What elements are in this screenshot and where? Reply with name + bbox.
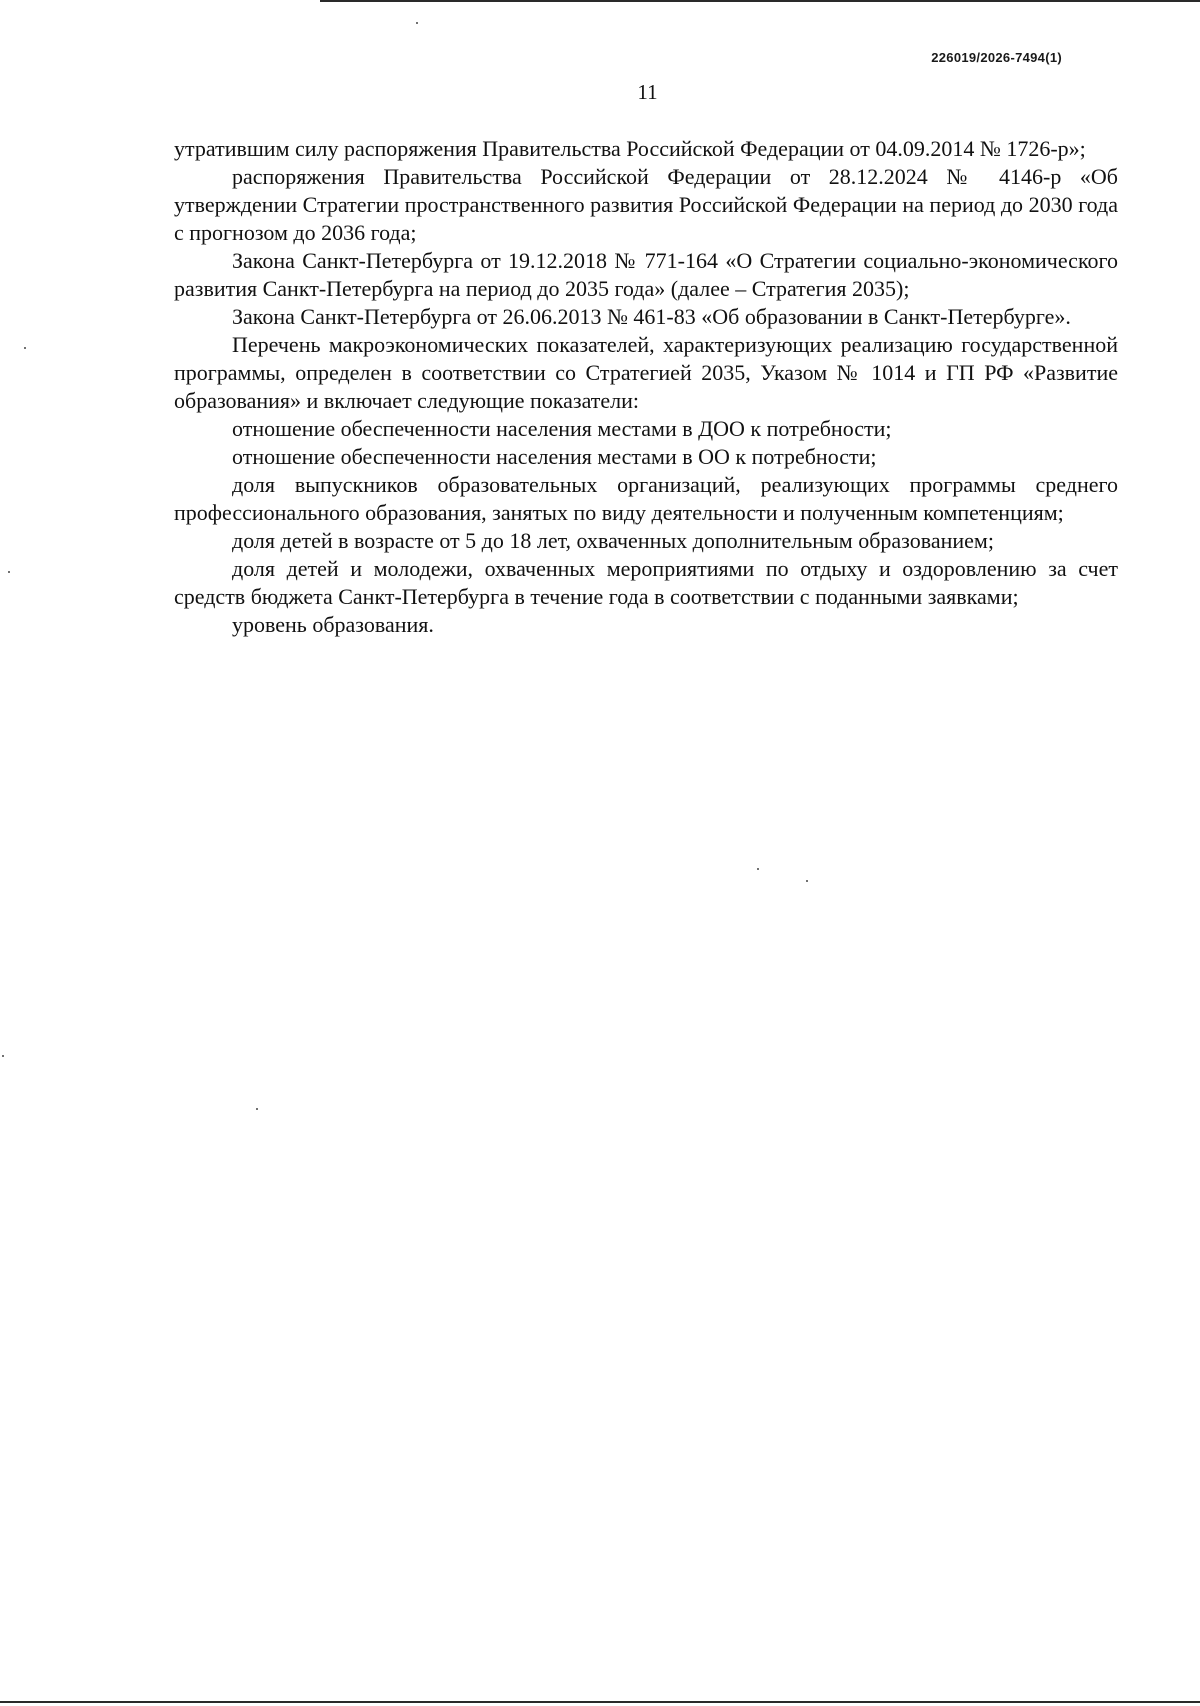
scan-speck <box>24 347 26 349</box>
indicator-item: отношение обеспеченности населения местами в ДОО к потребности; <box>232 416 892 441</box>
scan-bottom-edge <box>0 1701 1200 1703</box>
scan-top-edge <box>320 0 1200 2</box>
scan-speck <box>806 880 808 882</box>
indicator-item: доля детей в возрасте от 5 до 18 лет, охваченных дополнительным образованием; <box>232 528 994 553</box>
registration-number: 226019/2026-7494(1) <box>931 50 1062 65</box>
paragraph-decree-4146: распоряжения Правительства Российской Федерации от 28.12.2024 № 4146-р «Об утверждении Стратегии пространственного развития Российской Федерации на период до 2030 года с прогнозом до 2036 года; <box>174 164 1118 245</box>
scan-speck <box>757 868 759 870</box>
scan-speck <box>256 1108 258 1110</box>
paragraph-indicators-intro: Перечень макроэкономических показателей, характеризующих реализацию государственной программы, определен в соответствии со Стратегией 2035, Указом № 1014 и ГП РФ «Развитие образования» и включает следующие показатели: <box>174 332 1118 413</box>
page-number: 11 <box>637 80 658 104</box>
indicator-item: доля детей и молодежи, охваченных мероприятиями по отдыху и оздоровлению за счет средств бюджета Санкт-Петербурга в течение года в соответствии с поданными заявками; <box>174 556 1118 609</box>
indicator-item: отношение обеспеченности населения местами в ОО к потребности; <box>232 444 877 469</box>
paragraph-law-461: Закона Санкт-Петербурга от 26.06.2013 № 461-83 «Об образовании в Санкт-Петербурге». <box>232 304 1071 329</box>
scan-speck <box>416 22 418 24</box>
scan-speck <box>8 571 10 573</box>
scan-speck <box>2 1055 4 1057</box>
paragraph-law-771: Закона Санкт-Петербурга от 19.12.2018 № 771-164 «О Стратегии социально-экономического развития Санкт-Петербурга на период до 2035 года» (далее – Стратегия 2035); <box>174 248 1118 301</box>
indicator-item: уровень образования. <box>232 612 434 637</box>
indicator-item: доля выпускников образовательных организаций, реализующих программы среднего профессионального образования, занятых по виду деятельности и полученным компетенциям; <box>174 472 1118 525</box>
document-body <box>174 135 1118 639</box>
paragraph-continuation: утратившим силу распоряжения Правительства Российской Федерации от 04.09.2014 № 1726-р»; <box>174 136 1086 161</box>
